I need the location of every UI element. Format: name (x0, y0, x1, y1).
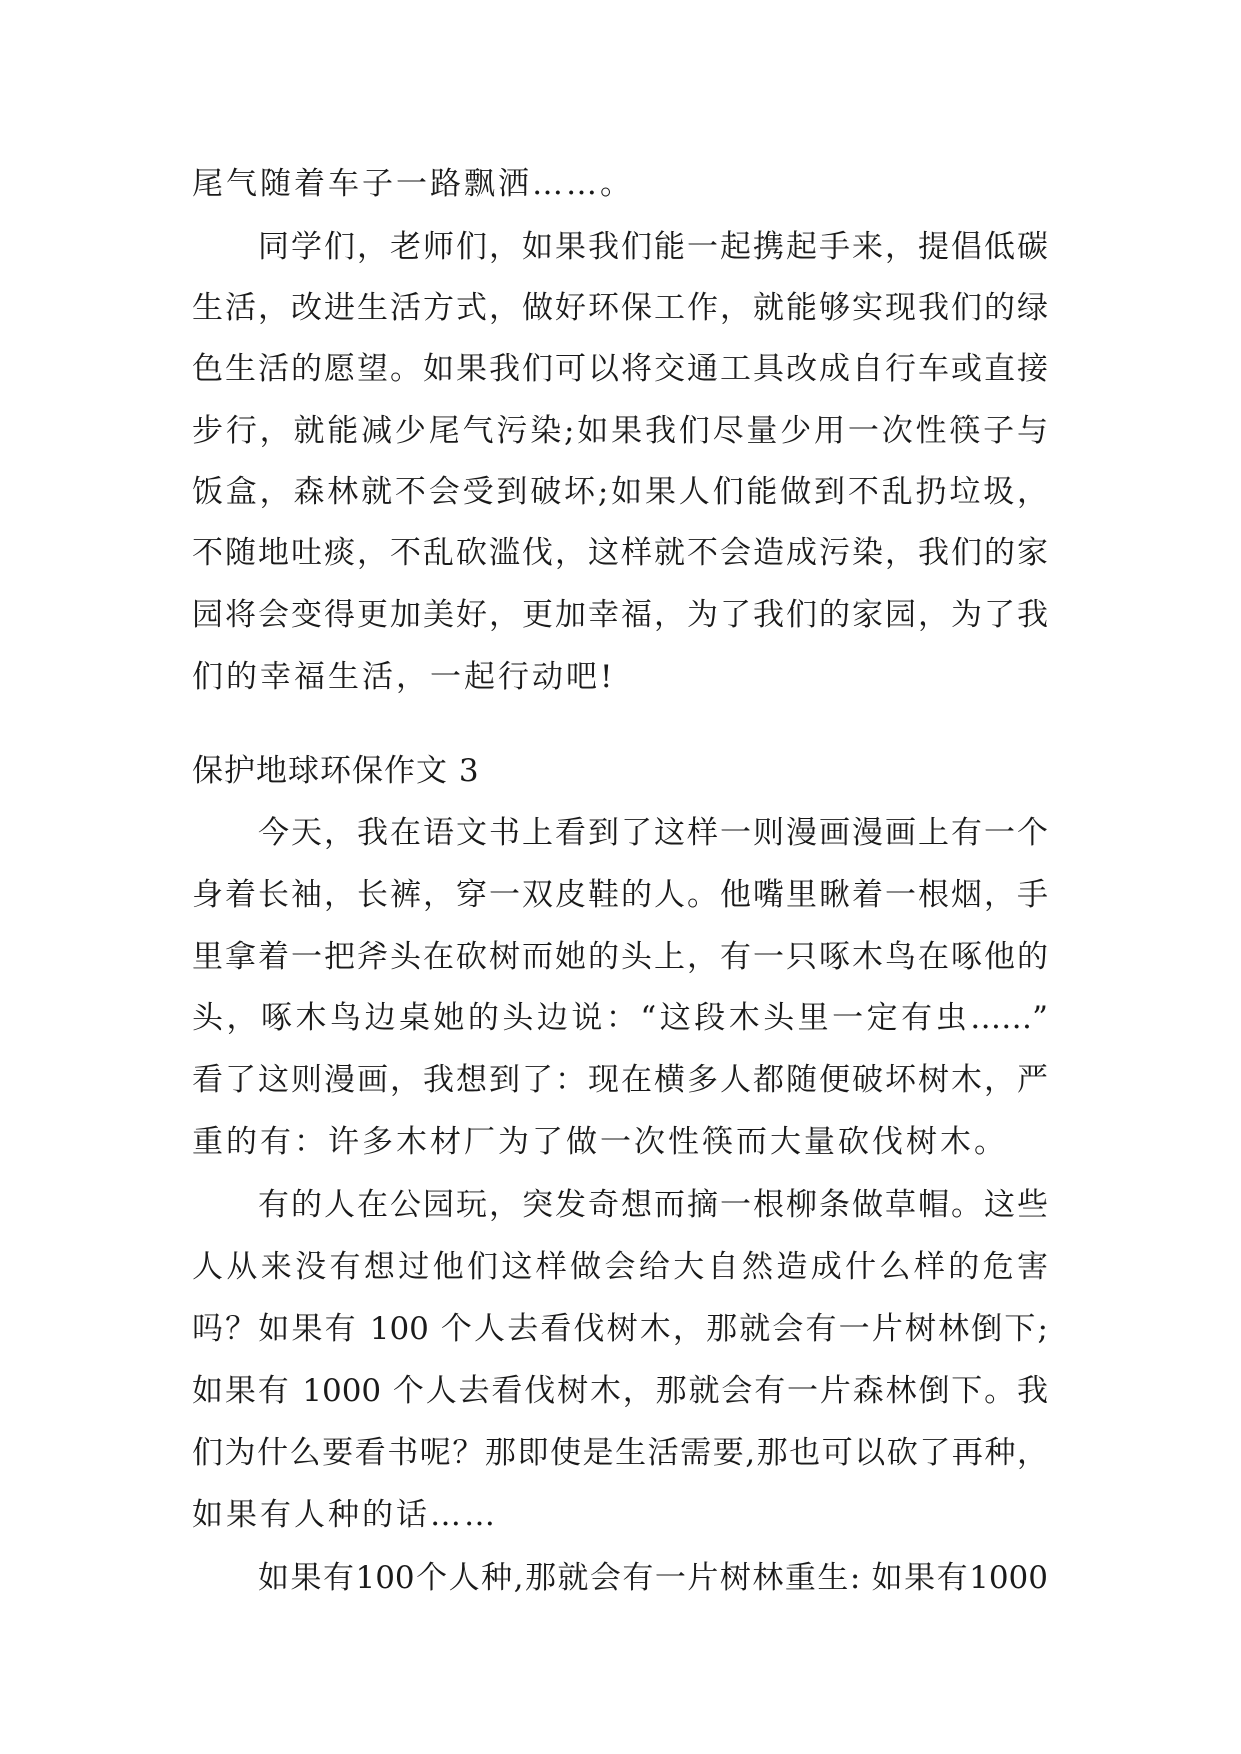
text-line-8: 园将会变得更加美好，更加幸福，为了我们的家园，为了我 (192, 597, 1048, 633)
text-line-19: 吗？如果有 100 个人去看伐树木，那就会有一片树林倒下; (192, 1311, 1048, 1347)
text-line-17: 有的人在公园玩，突发奇想而摘一根柳条做草帽。这些 (258, 1187, 1048, 1223)
text-line-7: 不随地吐痰，不乱砍滥伐，这样就不会造成污染，我们的家 (192, 535, 1048, 571)
text-line-4: 色生活的愿望。如果我们可以将交通工具改成自行车或直接 (192, 351, 1048, 387)
text-line-22: 如果有人种的话…… (192, 1497, 498, 1533)
text-line-1: 尾气随着车子一路飘洒……。 (192, 166, 634, 202)
text-line-14: 头，啄木鸟边桌她的头边说：“这段木头里一定有虫……” (192, 1000, 1048, 1036)
text-line-6: 饭盒，森林就不会受到破坏;如果人们能做到不乱扔垃圾， (192, 474, 1048, 510)
text-line-9: 们的幸福生活，一起行动吧! (192, 659, 616, 695)
text-line-16: 重的有：许多木材厂为了做一次性筷而大量砍伐树木。 (192, 1124, 1008, 1160)
text-line-23: 如果有100个人种,那就会有一片树林重生: 如果有1000 (258, 1560, 1048, 1596)
text-line-3: 生活，改进生活方式，做好环保工作，就能够实现我们的绿 (192, 290, 1048, 326)
text-line-15: 看了这则漫画，我想到了：现在横多人都随便破坏树木，严 (192, 1062, 1048, 1098)
text-line-2: 同学们，老师们，如果我们能一起携起手来，提倡低碳 (258, 229, 1048, 265)
text-line-13: 里拿着一把斧头在砍树而她的头上，有一只啄木鸟在啄他的 (192, 939, 1048, 975)
section-heading: 保护地球环保作文 3 (192, 753, 480, 789)
text-line-5: 步行，就能减少尾气污染;如果我们尽量少用一次性筷子与 (192, 413, 1048, 449)
text-line-18: 人从来没有想过他们这样做会给大自然造成什么样的危害 (192, 1249, 1048, 1285)
text-line-12: 身着长袖，长裤，穿一双皮鞋的人。他嘴里瞅着一根烟，手 (192, 877, 1048, 913)
text-line-20: 如果有 1000 个人去看伐树木，那就会有一片森林倒下。我 (192, 1373, 1048, 1409)
text-line-21: 们为什么要看书呢？那即使是生活需要,那也可以砍了再种， (192, 1435, 1048, 1471)
text-line-11: 今天，我在语文书上看到了这样一则漫画漫画上有一个 (258, 815, 1048, 851)
